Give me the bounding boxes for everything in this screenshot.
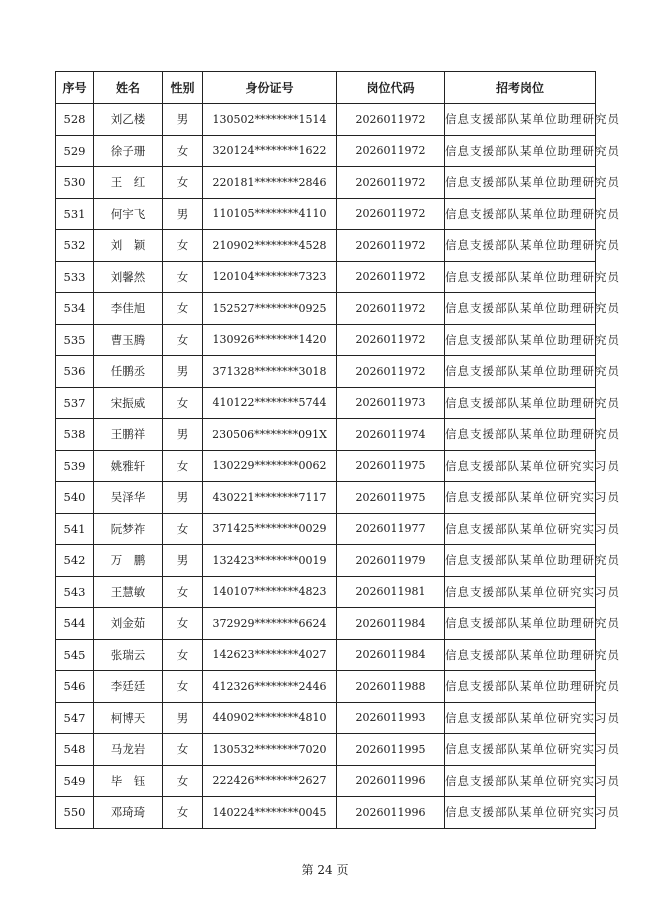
- cell-id-number: 130532********7020: [203, 734, 337, 766]
- table-row: [56, 671, 596, 703]
- cell-post-code: 2026011972: [337, 104, 445, 136]
- cell-post-code: 2026011973: [337, 387, 445, 419]
- cell-post: 信息支援部队某单位助理研究员: [445, 639, 596, 671]
- cell-post-code: 2026011984: [337, 639, 445, 671]
- table-row: [56, 324, 596, 356]
- cell-id-number: 320124********1622: [203, 135, 337, 167]
- cell-seq: 538: [56, 419, 94, 451]
- cell-seq: 541: [56, 513, 94, 545]
- cell-name: 柯博天: [94, 702, 163, 734]
- cell-id-number: 220181********2846: [203, 167, 337, 199]
- cell-seq: 531: [56, 198, 94, 230]
- cell-name: 刘馨然: [94, 261, 163, 293]
- cell-post-code: 2026011972: [337, 324, 445, 356]
- table-row: [56, 230, 596, 262]
- cell-post-code: 2026011972: [337, 230, 445, 262]
- cell-name: 毕 钰: [94, 765, 163, 797]
- cell-id-number: 210902********4528: [203, 230, 337, 262]
- cell-gender: 女: [163, 797, 203, 829]
- cell-gender: 男: [163, 482, 203, 514]
- candidate-table: [55, 71, 620, 829]
- cell-name: 姚雅轩: [94, 450, 163, 482]
- cell-gender: 女: [163, 324, 203, 356]
- cell-seq: 535: [56, 324, 94, 356]
- cell-seq: 540: [56, 482, 94, 514]
- cell-gender: 女: [163, 135, 203, 167]
- cell-name: 李佳旭: [94, 293, 163, 325]
- cell-post: 信息支援部队某单位助理研究员: [445, 198, 596, 230]
- cell-post: 信息支援部队某单位助理研究员: [445, 419, 596, 451]
- cell-name: 何宇飞: [94, 198, 163, 230]
- cell-name: 刘金茹: [94, 608, 163, 640]
- cell-seq: 545: [56, 639, 94, 671]
- cell-post-code: 2026011979: [337, 545, 445, 577]
- cell-post: 信息支援部队某单位助理研究员: [445, 324, 596, 356]
- cell-post: 信息支援部队某单位研究实习员: [445, 450, 596, 482]
- cell-post: 信息支援部队某单位助理研究员: [445, 135, 596, 167]
- cell-post-code: 2026011996: [337, 797, 445, 829]
- cell-id-number: 140107********4823: [203, 576, 337, 608]
- table-row: [56, 419, 596, 451]
- table-row: [56, 639, 596, 671]
- table-row: [56, 104, 596, 136]
- table-header-row: [56, 72, 596, 104]
- cell-gender: 女: [163, 167, 203, 199]
- cell-name: 万 鹏: [94, 545, 163, 577]
- cell-gender: 女: [163, 576, 203, 608]
- header-gender: 性别: [163, 72, 203, 104]
- cell-post-code: 2026011974: [337, 419, 445, 451]
- table-row: [56, 356, 596, 388]
- cell-id-number: 230506********091X: [203, 419, 337, 451]
- cell-post-code: 2026011981: [337, 576, 445, 608]
- cell-name: 吴泽华: [94, 482, 163, 514]
- cell-post-code: 2026011972: [337, 198, 445, 230]
- cell-post: 信息支援部队某单位研究实习员: [445, 734, 596, 766]
- cell-post: 信息支援部队某单位研究实习员: [445, 576, 596, 608]
- cell-post: 信息支援部队某单位助理研究员: [445, 230, 596, 262]
- cell-seq: 536: [56, 356, 94, 388]
- cell-seq: 550: [56, 797, 94, 829]
- cell-post: 信息支援部队某单位助理研究员: [445, 167, 596, 199]
- table-row: [56, 167, 596, 199]
- cell-name: 徐子珊: [94, 135, 163, 167]
- table-row: [56, 450, 596, 482]
- cell-post-code: 2026011988: [337, 671, 445, 703]
- cell-id-number: 130229********0062: [203, 450, 337, 482]
- table-row: [56, 513, 596, 545]
- table-row: [56, 576, 596, 608]
- cell-seq: 529: [56, 135, 94, 167]
- cell-gender: 男: [163, 702, 203, 734]
- cell-post-code: 2026011995: [337, 734, 445, 766]
- cell-name: 王 红: [94, 167, 163, 199]
- cell-gender: 男: [163, 545, 203, 577]
- cell-id-number: 130502********1514: [203, 104, 337, 136]
- cell-gender: 男: [163, 419, 203, 451]
- cell-id-number: 372929********6624: [203, 608, 337, 640]
- cell-id-number: 140224********0045: [203, 797, 337, 829]
- table-row: [56, 702, 596, 734]
- cell-post-code: 2026011972: [337, 261, 445, 293]
- cell-seq: 533: [56, 261, 94, 293]
- cell-name: 刘 颖: [94, 230, 163, 262]
- cell-id-number: 430221********7117: [203, 482, 337, 514]
- cell-post: 信息支援部队某单位助理研究员: [445, 356, 596, 388]
- cell-gender: 女: [163, 639, 203, 671]
- cell-id-number: 110105********4110: [203, 198, 337, 230]
- cell-post-code: 2026011972: [337, 135, 445, 167]
- table-body: [56, 104, 620, 829]
- cell-gender: 女: [163, 608, 203, 640]
- cell-name: 宋振威: [94, 387, 163, 419]
- table-row: [56, 293, 596, 325]
- cell-seq: 548: [56, 734, 94, 766]
- cell-name: 刘乙楼: [94, 104, 163, 136]
- cell-seq: 530: [56, 167, 94, 199]
- cell-name: 阮梦祚: [94, 513, 163, 545]
- cell-post: 信息支援部队某单位助理研究员: [445, 293, 596, 325]
- cell-seq: 546: [56, 671, 94, 703]
- cell-gender: 女: [163, 671, 203, 703]
- cell-id-number: 440902********4810: [203, 702, 337, 734]
- cell-post-code: 2026011972: [337, 167, 445, 199]
- cell-id-number: 132423********0019: [203, 545, 337, 577]
- cell-post-code: 2026011972: [337, 293, 445, 325]
- cell-post-code: 2026011984: [337, 608, 445, 640]
- cell-id-number: 410122********5744: [203, 387, 337, 419]
- header-seq: 序号: [56, 72, 94, 104]
- cell-gender: 女: [163, 293, 203, 325]
- cell-id-number: 152527********0925: [203, 293, 337, 325]
- cell-name: 任鹏丞: [94, 356, 163, 388]
- cell-id-number: 120104********7323: [203, 261, 337, 293]
- cell-post: 信息支援部队某单位研究实习员: [445, 797, 596, 829]
- cell-gender: 女: [163, 734, 203, 766]
- cell-post-code: 2026011975: [337, 450, 445, 482]
- table-row: [56, 135, 596, 167]
- cell-name: 李廷廷: [94, 671, 163, 703]
- cell-post-code: 2026011975: [337, 482, 445, 514]
- cell-name: 王鹏祥: [94, 419, 163, 451]
- cell-seq: 537: [56, 387, 94, 419]
- cell-post: 信息支援部队某单位助理研究员: [445, 261, 596, 293]
- cell-id-number: 130926********1420: [203, 324, 337, 356]
- cell-post-code: 2026011993: [337, 702, 445, 734]
- header-id-number: 身份证号: [203, 72, 337, 104]
- cell-gender: 男: [163, 356, 203, 388]
- cell-post: 信息支援部队某单位研究实习员: [445, 702, 596, 734]
- cell-gender: 男: [163, 104, 203, 136]
- cell-gender: 男: [163, 198, 203, 230]
- table-row: [56, 198, 596, 230]
- candidate-table-container: [55, 71, 620, 829]
- header-post: 招考岗位: [445, 72, 596, 104]
- cell-name: 马龙岩: [94, 734, 163, 766]
- table-row: [56, 261, 596, 293]
- cell-seq: 544: [56, 608, 94, 640]
- cell-post: 信息支援部队某单位助理研究员: [445, 104, 596, 136]
- cell-name: 邓琦琦: [94, 797, 163, 829]
- cell-id-number: 142623********4027: [203, 639, 337, 671]
- table-row: [56, 734, 596, 766]
- cell-seq: 532: [56, 230, 94, 262]
- cell-gender: 女: [163, 261, 203, 293]
- table-row: [56, 608, 596, 640]
- table-row: [56, 797, 596, 829]
- header-post-code: 岗位代码: [337, 72, 445, 104]
- cell-seq: 543: [56, 576, 94, 608]
- cell-id-number: 371425********0029: [203, 513, 337, 545]
- cell-post-code: 2026011977: [337, 513, 445, 545]
- cell-post-code: 2026011996: [337, 765, 445, 797]
- cell-gender: 女: [163, 450, 203, 482]
- cell-name: 张瑞云: [94, 639, 163, 671]
- cell-gender: 女: [163, 230, 203, 262]
- cell-seq: 528: [56, 104, 94, 136]
- cell-gender: 女: [163, 513, 203, 545]
- cell-seq: 539: [56, 450, 94, 482]
- cell-post: 信息支援部队某单位助理研究员: [445, 387, 596, 419]
- table-row: [56, 765, 596, 797]
- cell-post: 信息支援部队某单位研究实习员: [445, 765, 596, 797]
- cell-seq: 547: [56, 702, 94, 734]
- cell-post: 信息支援部队某单位助理研究员: [445, 545, 596, 577]
- cell-post: 信息支援部队某单位助理研究员: [445, 671, 596, 703]
- table-row: [56, 482, 596, 514]
- cell-name: 王慧敏: [94, 576, 163, 608]
- cell-gender: 女: [163, 765, 203, 797]
- cell-seq: 534: [56, 293, 94, 325]
- table-row: [56, 545, 596, 577]
- cell-gender: 女: [163, 387, 203, 419]
- cell-name: 曹玉腾: [94, 324, 163, 356]
- cell-seq: 549: [56, 765, 94, 797]
- cell-post: 信息支援部队某单位研究实习员: [445, 513, 596, 545]
- cell-post: 信息支援部队某单位助理研究员: [445, 608, 596, 640]
- header-name: 姓名: [94, 72, 163, 104]
- page-number: 第 24 页: [301, 863, 349, 877]
- cell-id-number: 222426********2627: [203, 765, 337, 797]
- cell-id-number: 371328********3018: [203, 356, 337, 388]
- cell-seq: 542: [56, 545, 94, 577]
- cell-post-code: 2026011972: [337, 356, 445, 388]
- cell-post: 信息支援部队某单位研究实习员: [445, 482, 596, 514]
- table-row: [56, 387, 596, 419]
- cell-id-number: 412326********2446: [203, 671, 337, 703]
